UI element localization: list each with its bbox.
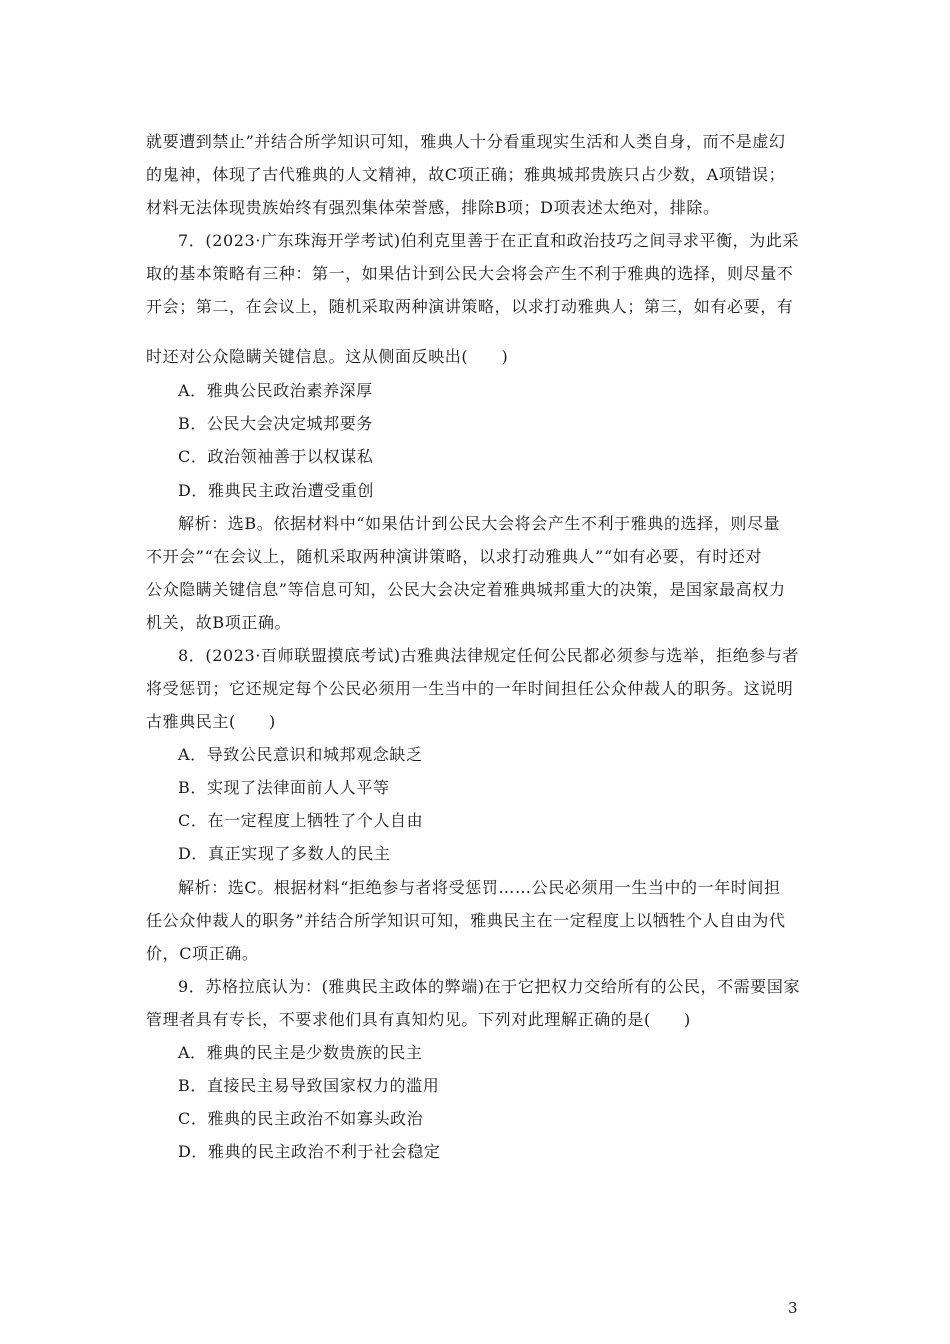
question-7-option-b: B．公民大会决定城邦要务 — [178, 414, 373, 433]
question-8-stem: 8．(2023·百师联盟摸底考试)古雅典法律规定任何公民都必须参与选举，拒绝参与者 — [178, 646, 800, 665]
question-7-stem: 开会；第二，在会议上，随机采取两种演讲策略，以求打动雅典人；第三，如有必要，有 — [146, 297, 794, 316]
analysis-line: 的鬼神，体现了古代雅典的人文精神，故C项正确；雅典城邦贵族只占少数，A项错误； — [146, 165, 786, 184]
question-8-analysis: 解析：选C。根据材料“拒绝参与者将受惩罚……公民必须用一生当中的一年时间担 — [178, 878, 781, 897]
question-9-stem: 9．苏格拉底认为：(雅典民主政体的弊端)在于它把权力交给所有的公民，不需要国家 — [178, 977, 801, 996]
question-8-analysis: 价，C项正确。 — [146, 944, 259, 963]
analysis-line: 材料无法体现贵族始终有强烈集体荣誉感，排除B项；D项表述太绝对，排除。 — [146, 198, 720, 217]
question-8-stem: 古雅典民主( ) — [146, 712, 276, 731]
question-8-option-a: A．导致公民意识和城邦观念缺乏 — [178, 745, 423, 764]
question-9-stem: 管理者具有专长，不要求他们具有真知灼见。下列对此理解正确的是( ) — [146, 1010, 691, 1029]
question-7-option-d: D．雅典民主政治遭受重创 — [178, 481, 375, 500]
question-8-option-d: D．真正实现了多数人的民主 — [178, 844, 391, 863]
question-7-stem: 7．(2023·广东珠海开学考试)伯利克里善于在正直和政治技巧之间寻求平衡，为此采 — [178, 231, 800, 250]
question-7-option-a: A．雅典公民政治素养深厚 — [178, 381, 373, 400]
question-8-option-c: C．在一定程度上牺牲了个人自由 — [178, 811, 424, 830]
question-9-option-b: B．直接民主易导致国家权力的滥用 — [178, 1076, 440, 1095]
question-8-option-b: B．实现了法律面前人人平等 — [178, 778, 390, 797]
question-7-analysis: 机关，故B项正确。 — [146, 613, 292, 632]
question-7-analysis: 不开会”“在会议上，随机采取两种演讲策略，以求打动雅典人”“如有必要，有时还对 — [146, 547, 763, 566]
question-9-option-a: A．雅典的民主是少数贵族的民主 — [178, 1043, 423, 1062]
question-7-stem: 时还对公众隐瞒关键信息。这从侧面反映出( ) — [146, 347, 509, 366]
question-9-option-d: D．雅典的民主政治不利于社会稳定 — [178, 1142, 441, 1161]
page-number: 3 — [788, 1299, 798, 1317]
question-8-stem: 将受惩罚；它还规定每个公民必须用一生当中的一年时间担任公众仲裁人的职务。这说明 — [146, 679, 794, 698]
question-7-stem: 取的基本策略有三种：第一，如果估计到公民大会将会产生不利于雅典的选择，则尽量不 — [146, 264, 794, 283]
question-7-analysis: 公众隐瞒关键信息”等信息可知，公民大会决定着雅典城邦重大的决策，是国家最高权力 — [146, 580, 786, 599]
question-8-analysis: 任公众仲裁人的职务”并结合所学知识可知，雅典民主在一定程度上以牺牲个人自由为代 — [146, 911, 786, 930]
question-9-option-c: C．雅典的民主政治不如寡头政治 — [178, 1109, 424, 1128]
analysis-line: 就要遭到禁止”并结合所学知识可知，雅典人十分看重现实生活和人类自身，而不是虚幻 — [146, 132, 786, 151]
question-7-analysis: 解析：选B。依据材料中“如果估计到公民大会将会产生不利于雅典的选择，则尽量 — [178, 514, 781, 533]
question-7-option-c: C．政治领袖善于以权谋私 — [178, 447, 374, 466]
